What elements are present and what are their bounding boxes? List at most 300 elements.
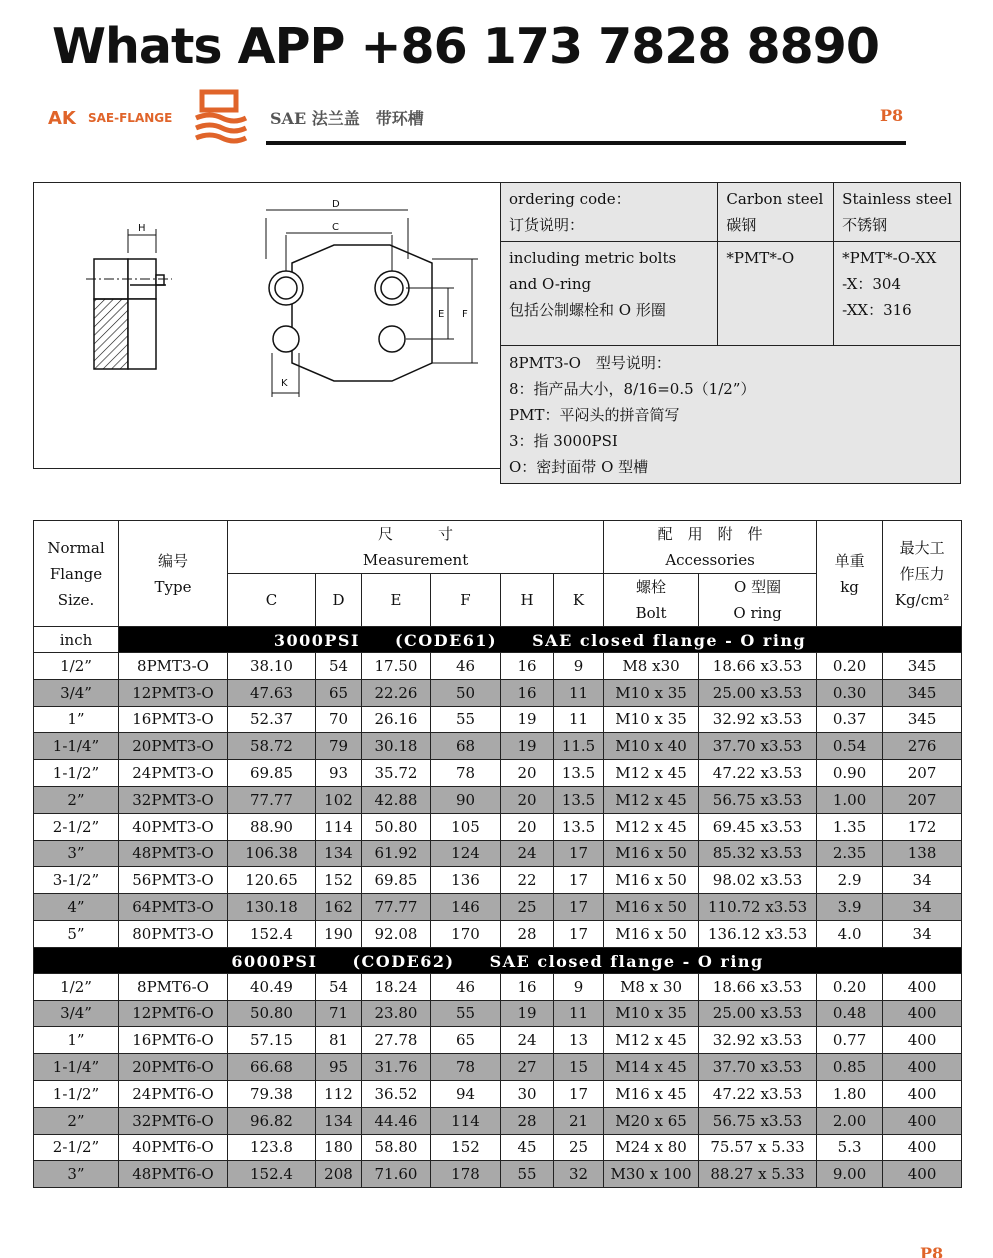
cell-k: 11.5: [554, 733, 604, 760]
cell-e: 27.78: [362, 1027, 431, 1054]
cell-e: 17.50: [362, 653, 431, 680]
cell-k: 17: [554, 894, 604, 921]
cell-oring: 37.70 x3.53: [699, 1054, 817, 1081]
model-note: 3：指 3000PSI: [509, 432, 618, 450]
cell-type: 24PMT6-O: [119, 1080, 228, 1107]
cell-size: 1”: [34, 1027, 119, 1054]
cell-type: 48PMT6-O: [119, 1161, 228, 1188]
cell-weight: 9.00: [817, 1161, 883, 1188]
cell-c: 40.49: [228, 973, 316, 1000]
cell-weight: 0.37: [817, 706, 883, 733]
cell-d: 71: [316, 1000, 362, 1027]
header-size-line: Flange: [49, 564, 103, 583]
cell-h: 16: [501, 973, 554, 1000]
cell-c: 58.72: [228, 733, 316, 760]
cell-pressure: 207: [883, 786, 962, 813]
cell-pressure: 345: [883, 653, 962, 680]
cell-weight: 0.20: [817, 653, 883, 680]
cell-pressure: 345: [883, 706, 962, 733]
ordering-info-table: [500, 182, 961, 484]
cell-e: 26.16: [362, 706, 431, 733]
cell-c: 79.38: [228, 1080, 316, 1107]
cell-pressure: 400: [883, 1000, 962, 1027]
cell-pressure: 400: [883, 973, 962, 1000]
cell-weight: 0.48: [817, 1000, 883, 1027]
table-row: [34, 653, 962, 680]
cell-c: 120.65: [228, 867, 316, 894]
cell-f: 94: [431, 1080, 501, 1107]
cell-c: 38.10: [228, 653, 316, 680]
header-col-c: C: [228, 574, 316, 627]
table-row: [34, 1161, 962, 1188]
carbon-code-cell: [718, 242, 834, 346]
cell-f: 152: [431, 1134, 501, 1161]
cell-k: 11: [554, 706, 604, 733]
cell-weight: 0.85: [817, 1054, 883, 1081]
cell-f: 136: [431, 867, 501, 894]
cell-c: 123.8: [228, 1134, 316, 1161]
cell-h: 30: [501, 1080, 554, 1107]
cell-c: 57.15: [228, 1027, 316, 1054]
cell-k: 11: [554, 679, 604, 706]
cell-k: 15: [554, 1054, 604, 1081]
unit-label: inch: [34, 627, 119, 653]
cell-h: 27: [501, 1054, 554, 1081]
header-divider: [266, 141, 906, 145]
cell-k: 13.5: [554, 786, 604, 813]
cell-oring: 85.32 x3.53: [699, 840, 817, 867]
cell-h: 25: [501, 894, 554, 921]
table-row: [34, 1107, 962, 1134]
cell-h: 28: [501, 920, 554, 947]
cell-size: 1-1/4”: [34, 1054, 119, 1081]
cell-pressure: 400: [883, 1054, 962, 1081]
header-col-f: F: [431, 574, 501, 627]
cell-k: 13: [554, 1027, 604, 1054]
cell-size: 1-1/4”: [34, 733, 119, 760]
cell-size: 1/2”: [34, 653, 119, 680]
cell-pressure: 34: [883, 867, 962, 894]
cell-e: 61.92: [362, 840, 431, 867]
header-oring: [699, 574, 817, 627]
header-accessories-cn: 配 用 附 件: [657, 525, 763, 543]
cell-c: 52.37: [228, 706, 316, 733]
model-note: 8PMT3-O 型号说明：: [509, 354, 671, 372]
table-row: [34, 1080, 962, 1107]
cell-bolt: M8 x30: [604, 653, 699, 680]
cell-bolt: M10 x 35: [604, 706, 699, 733]
cell-type: 20PMT6-O: [119, 1054, 228, 1081]
cell-f: 90: [431, 786, 501, 813]
header-size-line: Size.: [57, 590, 95, 609]
dim-label-f: F: [462, 309, 468, 320]
cell-type: 24PMT3-O: [119, 760, 228, 787]
cell-d: 102: [316, 786, 362, 813]
cell-oring: 32.92 x3.53: [699, 1027, 817, 1054]
cell-bolt: M10 x 35: [604, 679, 699, 706]
table-row: [34, 813, 962, 840]
cell-h: 20: [501, 813, 554, 840]
logo-sae-text: SAE-FLANGE: [88, 111, 173, 125]
cell-e: 92.08: [362, 920, 431, 947]
cell-bolt: M12 x 45: [604, 760, 699, 787]
cell-k: 17: [554, 1080, 604, 1107]
cell-k: 32: [554, 1161, 604, 1188]
cell-e: 58.80: [362, 1134, 431, 1161]
cell-e: 18.24: [362, 973, 431, 1000]
cell-e: 31.76: [362, 1054, 431, 1081]
cell-pressure: 400: [883, 1134, 962, 1161]
cell-e: 30.18: [362, 733, 431, 760]
cell-d: 81: [316, 1027, 362, 1054]
table-row: [34, 1000, 962, 1027]
model-notes-cell: [501, 346, 961, 484]
cell-h: 45: [501, 1134, 554, 1161]
technical-drawing: [33, 182, 501, 469]
cell-weight: 3.9: [817, 894, 883, 921]
cell-k: 25: [554, 1134, 604, 1161]
carbon-code: *PMT*-O: [726, 249, 795, 267]
cell-type: 16PMT6-O: [119, 1027, 228, 1054]
header-oring-en: O ring: [733, 604, 782, 622]
page-number: P8: [880, 106, 904, 125]
cell-e: 23.80: [362, 1000, 431, 1027]
cell-oring: 37.70 x3.53: [699, 733, 817, 760]
cell-type: 32PMT3-O: [119, 786, 228, 813]
cell-weight: 2.35: [817, 840, 883, 867]
cell-type: 12PMT3-O: [119, 679, 228, 706]
header-oring-cn: O 型圈: [734, 578, 782, 596]
cell-h: 24: [501, 840, 554, 867]
cell-f: 55: [431, 706, 501, 733]
cell-f: 78: [431, 760, 501, 787]
cell-f: 46: [431, 653, 501, 680]
cell-bolt: M8 x 30: [604, 973, 699, 1000]
cell-bolt: M12 x 45: [604, 1027, 699, 1054]
cell-d: 180: [316, 1134, 362, 1161]
cell-k: 9: [554, 973, 604, 1000]
cell-weight: 1.35: [817, 813, 883, 840]
header-size-line: Normal: [47, 538, 105, 557]
cell-c: 66.68: [228, 1054, 316, 1081]
table-row: [34, 867, 962, 894]
header-accessories-en: Accessories: [665, 551, 755, 569]
cell-h: 24: [501, 1027, 554, 1054]
cell-oring: 25.00 x3.53: [699, 1000, 817, 1027]
cell-e: 77.77: [362, 894, 431, 921]
cell-pressure: 172: [883, 813, 962, 840]
ordering-code-cell: [501, 183, 718, 242]
model-note: O：密封面带 O 型槽: [509, 458, 649, 476]
header-type-cn: 编号: [157, 551, 188, 570]
cell-type: 64PMT3-O: [119, 894, 228, 921]
cell-k: 21: [554, 1107, 604, 1134]
table-row: [34, 973, 962, 1000]
cell-h: 22: [501, 867, 554, 894]
cell-type: 40PMT6-O: [119, 1134, 228, 1161]
cell-weight: 0.54: [817, 733, 883, 760]
side-view: [86, 229, 172, 369]
cell-size: 3”: [34, 840, 119, 867]
cell-type: 40PMT3-O: [119, 813, 228, 840]
cell-oring: 136.12 x3.53: [699, 920, 817, 947]
cell-size: 1-1/2”: [34, 1080, 119, 1107]
cell-d: 190: [316, 920, 362, 947]
cell-d: 65: [316, 679, 362, 706]
cell-pressure: 34: [883, 894, 962, 921]
table-row: [34, 1027, 962, 1054]
cell-k: 11: [554, 1000, 604, 1027]
cell-pressure: 34: [883, 920, 962, 947]
cell-weight: 0.77: [817, 1027, 883, 1054]
table-row: [34, 679, 962, 706]
cell-h: 19: [501, 706, 554, 733]
company-logo: [44, 88, 248, 150]
cell-weight: 0.20: [817, 973, 883, 1000]
logo-wave-icon: [194, 88, 248, 148]
cell-e: 42.88: [362, 786, 431, 813]
cell-type: 80PMT3-O: [119, 920, 228, 947]
cell-size: 2-1/2”: [34, 813, 119, 840]
header-bolt-en: Bolt: [635, 604, 667, 622]
cell-e: 22.26: [362, 679, 431, 706]
table-row: [34, 1054, 962, 1081]
cell-k: 17: [554, 840, 604, 867]
cell-bolt: M16 x 50: [604, 920, 699, 947]
cell-pressure: 400: [883, 1080, 962, 1107]
cell-pressure: 345: [883, 679, 962, 706]
header-col-e: E: [362, 574, 431, 627]
cell-oring: 47.22 x3.53: [699, 760, 817, 787]
cell-bolt: M30 x 100: [604, 1161, 699, 1188]
cell-oring: 18.66 x3.53: [699, 973, 817, 1000]
cell-size: 2”: [34, 786, 119, 813]
footer-page-number: P8: [920, 1244, 944, 1258]
cell-h: 19: [501, 733, 554, 760]
cell-k: 13.5: [554, 813, 604, 840]
header-flange-size: [34, 521, 119, 627]
header-pressure-cn: 最大工: [899, 538, 945, 557]
cell-type: 8PMT6-O: [119, 973, 228, 1000]
cell-oring: 56.75 x3.53: [699, 1107, 817, 1134]
stainless-code-cell: [834, 242, 961, 346]
model-note: 8：指产品大小，8/16=0.5（1/2”）: [509, 380, 756, 398]
cell-bolt: M16 x 50: [604, 840, 699, 867]
cell-c: 106.38: [228, 840, 316, 867]
cell-f: 105: [431, 813, 501, 840]
cell-oring: 88.27 x 5.33: [699, 1161, 817, 1188]
cell-bolt: M16 x 45: [604, 1080, 699, 1107]
cell-c: 152.4: [228, 920, 316, 947]
section-row: [34, 947, 962, 973]
carbon-steel-label-cn: 碳钢: [726, 216, 757, 234]
table-row: [34, 706, 962, 733]
cell-f: 170: [431, 920, 501, 947]
cell-type: 12PMT6-O: [119, 1000, 228, 1027]
cell-weight: 5.3: [817, 1134, 883, 1161]
cell-pressure: 276: [883, 733, 962, 760]
cell-type: 48PMT3-O: [119, 840, 228, 867]
header-col-d: D: [316, 574, 362, 627]
cell-oring: 75.57 x 5.33: [699, 1134, 817, 1161]
cell-c: 130.18: [228, 894, 316, 921]
front-view: [266, 210, 478, 397]
cell-pressure: 400: [883, 1161, 962, 1188]
cell-oring: 56.75 x3.53: [699, 786, 817, 813]
includes-line-cn: 包括公制螺栓和 O 形圈: [509, 301, 666, 319]
cell-pressure: 400: [883, 1027, 962, 1054]
cell-k: 17: [554, 867, 604, 894]
header-bolt-cn: 螺栓: [636, 578, 667, 596]
header-weight-unit: kg: [840, 577, 859, 596]
cell-type: 16PMT3-O: [119, 706, 228, 733]
cell-d: 79: [316, 733, 362, 760]
cell-pressure: 138: [883, 840, 962, 867]
cell-c: 69.85: [228, 760, 316, 787]
cell-c: 47.63: [228, 679, 316, 706]
cell-size: 4”: [34, 894, 119, 921]
cell-h: 20: [501, 786, 554, 813]
cell-oring: 25.00 x3.53: [699, 679, 817, 706]
model-note: PMT：平闷头的拼音简写: [509, 406, 680, 424]
header-weight: [817, 521, 883, 627]
cell-oring: 47.22 x3.53: [699, 1080, 817, 1107]
cell-bolt: M20 x 65: [604, 1107, 699, 1134]
cell-d: 114: [316, 813, 362, 840]
cell-d: 54: [316, 653, 362, 680]
carbon-steel-cell: [718, 183, 834, 242]
cell-size: 1-1/2”: [34, 760, 119, 787]
cell-c: 50.80: [228, 1000, 316, 1027]
header-pressure: [883, 521, 962, 627]
cell-size: 2”: [34, 1107, 119, 1134]
cell-h: 55: [501, 1161, 554, 1188]
cell-type: 20PMT3-O: [119, 733, 228, 760]
cell-oring: 32.92 x3.53: [699, 706, 817, 733]
cell-size: 1/2”: [34, 973, 119, 1000]
cell-e: 44.46: [362, 1107, 431, 1134]
logo-ak-text: AK: [48, 108, 76, 129]
cell-oring: 18.66 x3.53: [699, 653, 817, 680]
cell-size: 3/4”: [34, 1000, 119, 1027]
page-title: SAE 法兰盖 带环槽: [270, 109, 424, 128]
dim-label-d: D: [332, 199, 340, 210]
cell-f: 114: [431, 1107, 501, 1134]
cell-d: 208: [316, 1161, 362, 1188]
table-row: [34, 733, 962, 760]
cell-d: 93: [316, 760, 362, 787]
cell-bolt: M12 x 45: [604, 786, 699, 813]
cell-size: 2-1/2”: [34, 1134, 119, 1161]
cell-pressure: 400: [883, 1107, 962, 1134]
table-row: [34, 786, 962, 813]
cell-d: 162: [316, 894, 362, 921]
stainless-steel-cell: [834, 183, 961, 242]
cell-f: 55: [431, 1000, 501, 1027]
cell-d: 95: [316, 1054, 362, 1081]
header-measurement: [228, 521, 604, 574]
cell-bolt: M10 x 40: [604, 733, 699, 760]
includes-cell: [501, 242, 718, 346]
table-row: [34, 840, 962, 867]
spec-table-body: [34, 627, 962, 1188]
includes-line-1: including metric bolts: [509, 249, 677, 267]
cell-f: 78: [431, 1054, 501, 1081]
cell-e: 35.72: [362, 760, 431, 787]
cell-d: 134: [316, 840, 362, 867]
header-weight-cn: 单重: [834, 551, 865, 570]
dim-label-k: K: [281, 378, 288, 389]
table-row: [34, 1134, 962, 1161]
cell-d: 70: [316, 706, 362, 733]
header-col-k: K: [554, 574, 604, 627]
cell-size: 3/4”: [34, 679, 119, 706]
cell-weight: 1.00: [817, 786, 883, 813]
cell-size: 5”: [34, 920, 119, 947]
cell-size: 1”: [34, 706, 119, 733]
cell-d: 112: [316, 1080, 362, 1107]
cell-e: 71.60: [362, 1161, 431, 1188]
cell-type: 32PMT6-O: [119, 1107, 228, 1134]
cell-h: 16: [501, 653, 554, 680]
stainless-steel-label: Stainless steel: [842, 190, 952, 208]
table-row: [34, 920, 962, 947]
header-measurement-cn: 尺 寸: [378, 525, 454, 543]
stainless-steel-label-cn: 不锈钢: [842, 216, 888, 234]
stainless-code: *PMT*-O-XX: [842, 249, 937, 267]
cell-f: 65: [431, 1027, 501, 1054]
stainless-x-code: -X：304: [842, 275, 902, 293]
cell-bolt: M24 x 80: [604, 1134, 699, 1161]
cell-size: 3”: [34, 1161, 119, 1188]
cell-f: 50: [431, 679, 501, 706]
cell-type: 8PMT3-O: [119, 653, 228, 680]
cell-weight: 2.9: [817, 867, 883, 894]
cell-k: 9: [554, 653, 604, 680]
flange-drawing-svg: [34, 183, 502, 470]
table-row: [34, 894, 962, 921]
cell-oring: 69.45 x3.53: [699, 813, 817, 840]
cell-weight: 2.00: [817, 1107, 883, 1134]
cell-f: 146: [431, 894, 501, 921]
header-accessories: [604, 521, 817, 574]
spec-table: [33, 520, 962, 1188]
cell-oring: 110.72 x3.53: [699, 894, 817, 921]
header-type: [119, 521, 228, 627]
cell-weight: 4.0: [817, 920, 883, 947]
dim-label-c: C: [332, 222, 339, 233]
cell-d: 134: [316, 1107, 362, 1134]
header-measurement-en: Measurement: [362, 551, 469, 569]
cell-f: 178: [431, 1161, 501, 1188]
cell-f: 68: [431, 733, 501, 760]
cell-f: 46: [431, 973, 501, 1000]
cell-weight: 0.30: [817, 679, 883, 706]
cell-bolt: M12 x 45: [604, 813, 699, 840]
whatsapp-banner: Whats APP +86 173 7828 8890: [52, 18, 879, 75]
ordering-code-label-cn: 订货说明：: [509, 216, 585, 234]
cell-k: 17: [554, 920, 604, 947]
cell-size: 3-1/2”: [34, 867, 119, 894]
cell-pressure: 207: [883, 760, 962, 787]
cell-d: 54: [316, 973, 362, 1000]
stainless-xx-code: -XX：316: [842, 301, 912, 319]
cell-c: 152.4: [228, 1161, 316, 1188]
header-bolt: [604, 574, 699, 627]
cell-h: 28: [501, 1107, 554, 1134]
cell-bolt: M10 x 35: [604, 1000, 699, 1027]
cell-weight: 0.90: [817, 760, 883, 787]
